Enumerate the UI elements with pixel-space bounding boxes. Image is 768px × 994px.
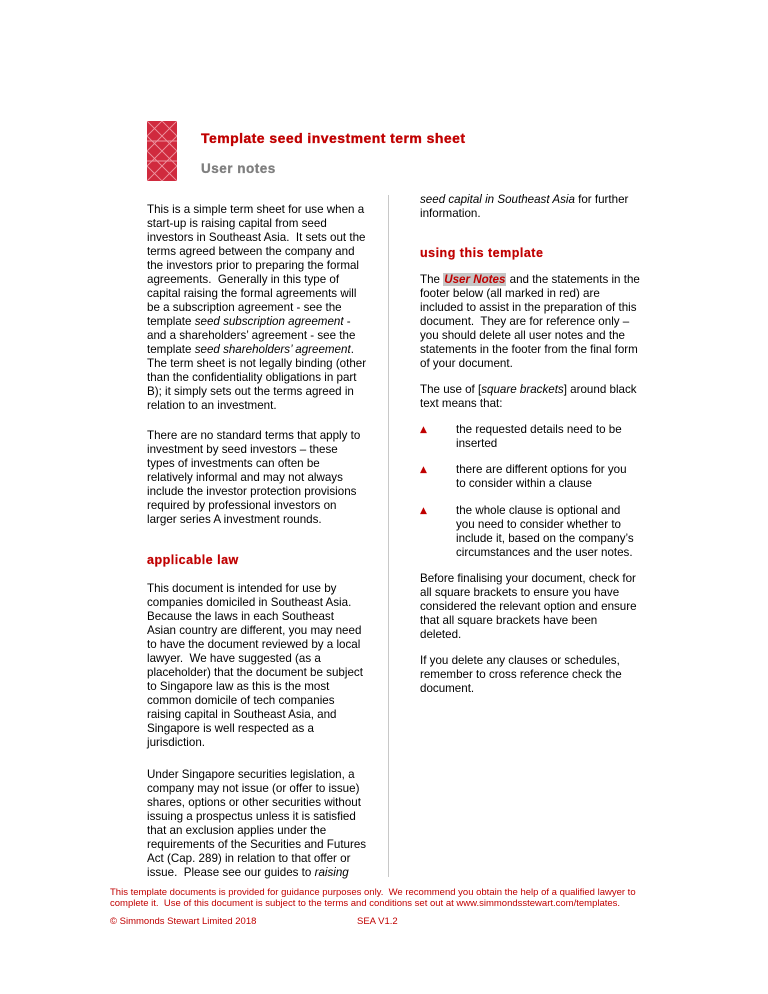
text-line: to consider within a clause bbox=[456, 477, 592, 490]
intro-paragraph bbox=[147, 203, 366, 413]
text-line: Singapore is well respected as a bbox=[147, 722, 314, 735]
text-segment: template bbox=[147, 343, 195, 356]
text-line: document. They are for reference only – bbox=[420, 315, 630, 328]
text-segment: . bbox=[350, 343, 354, 356]
text-line: circumstances and the user notes. bbox=[456, 546, 633, 559]
bullet-text bbox=[456, 463, 627, 491]
text-line: include the investor protection provisions bbox=[147, 485, 357, 498]
text-line: that all square brackets have been bbox=[420, 614, 598, 627]
text-line: be a subscription agreement - see the bbox=[147, 301, 342, 314]
brand-logo bbox=[147, 121, 177, 181]
text-line: Act (Cap. 289) in relation to that offer or bbox=[147, 852, 351, 865]
text-line: This is a simple term sheet for use when a bbox=[147, 203, 365, 216]
text-line: agreements. Generally in this type of bbox=[147, 273, 340, 286]
text-segment: The use of [ bbox=[420, 383, 482, 396]
text-line: companies domiciled in Southeast Asia. bbox=[147, 596, 352, 609]
text-segment: ] around black bbox=[563, 383, 637, 396]
user-notes-paragraph bbox=[420, 273, 640, 371]
triangle-bullet-icon: ▲ bbox=[420, 425, 427, 435]
text-line: considered the relevant option and ensure bbox=[420, 600, 637, 613]
text-line bbox=[147, 315, 366, 329]
text-line: and a shareholders’ agreement - see the bbox=[147, 329, 356, 342]
text-line: all square brackets to ensure you have bbox=[420, 586, 620, 599]
text-line bbox=[147, 343, 366, 357]
text-line: types of investments can often be bbox=[147, 457, 320, 470]
text-line: There are no standard terms that apply to bbox=[147, 429, 361, 442]
text-line: If you delete any clauses or schedules, bbox=[420, 654, 620, 667]
text-line: the whole clause is optional and bbox=[456, 504, 621, 517]
text-line: you need to consider whether to bbox=[456, 518, 621, 531]
text-line: include it, based on the company’s bbox=[456, 532, 634, 545]
deleting-paragraph bbox=[420, 654, 622, 696]
text-line: capital raising the formal agreements will bbox=[147, 287, 357, 300]
text-line: Under Singapore securities legislation, a bbox=[147, 768, 355, 781]
text-line: information. bbox=[420, 207, 481, 220]
applicable-law-heading: applicable law bbox=[147, 553, 239, 567]
text-line: inserted bbox=[456, 437, 498, 450]
text-line bbox=[420, 273, 640, 287]
text-line: the requested details need to be bbox=[456, 423, 622, 436]
text-line: common domicile of tech companies bbox=[147, 694, 335, 707]
text-line: included to assist in the preparation of this bbox=[420, 301, 637, 314]
text-line: jurisdiction. bbox=[147, 736, 205, 749]
text-line: shares, options or other securities without bbox=[147, 796, 361, 809]
text-line bbox=[147, 866, 366, 880]
document-title: Template seed investment term sheet bbox=[201, 130, 466, 146]
text-line bbox=[420, 193, 628, 207]
text-line: relation to an investment. bbox=[147, 399, 277, 412]
text-line: larger series A investment rounds. bbox=[147, 513, 322, 526]
text-line: lawyer. We have suggested (as a bbox=[147, 652, 321, 665]
securities-paragraph bbox=[147, 768, 366, 880]
footer-disclaimer bbox=[110, 887, 636, 909]
text-line: to have the document reviewed by a local bbox=[147, 638, 361, 651]
text-segment: issue. Please see our guides to bbox=[147, 866, 315, 879]
triangle-bullet-icon: ▲ bbox=[420, 506, 427, 516]
text-line: raising capital in Southeast Asia, and bbox=[147, 708, 337, 721]
text-line: Before finalising your document, check for bbox=[420, 572, 636, 585]
italic-reference: seed shareholders’ agreement bbox=[194, 343, 351, 356]
text-line: Asian country are different, you may need bbox=[147, 624, 362, 637]
footer-copyright: © Simmonds Stewart Limited 2018 bbox=[110, 916, 257, 927]
text-line: required by professional investors on bbox=[147, 499, 337, 512]
text-line: complete it. Use of this document is subject to the terms and conditions set out at www.simmondsstewart.com/templates. bbox=[110, 898, 621, 909]
text-line: than the confidentiality obligations in part bbox=[147, 371, 357, 384]
text-line: the investors prior to preparing the formal bbox=[147, 259, 360, 272]
text-line: The term sheet is not legally binding (other bbox=[147, 357, 367, 370]
square-brackets-paragraph bbox=[420, 383, 637, 411]
text-line bbox=[420, 383, 637, 397]
footer-version: SEA V1.2 bbox=[357, 916, 398, 927]
text-line: This document is intended for use by bbox=[147, 582, 337, 595]
italic-reference: seed capital in Southeast Asia bbox=[420, 193, 575, 206]
text-line: remember to cross reference check the bbox=[420, 668, 622, 681]
italic-reference: seed subscription agreement bbox=[194, 315, 344, 328]
text-line: that an exclusion applies under the bbox=[147, 824, 327, 837]
text-segment: The bbox=[420, 273, 444, 286]
text-line: of your document. bbox=[420, 357, 513, 370]
document-subtitle: User notes bbox=[201, 161, 276, 176]
bullet-text bbox=[456, 423, 622, 451]
text-line: requirements of the Securities and Futures bbox=[147, 838, 367, 851]
seed-investor-paragraph bbox=[147, 429, 360, 527]
text-line: footer below (all marked in red) are bbox=[420, 287, 600, 300]
text-line: text means that: bbox=[420, 397, 503, 410]
guides-paragraph-continued bbox=[420, 193, 628, 221]
text-segment: - bbox=[343, 315, 351, 328]
text-line: document. bbox=[420, 682, 475, 695]
italic-reference: square brackets bbox=[481, 383, 564, 396]
using-template-heading: using this template bbox=[420, 246, 544, 260]
text-line: there are different options for you bbox=[456, 463, 627, 476]
text-line: investors in Southeast Asia. It sets out the bbox=[147, 231, 366, 244]
highlighted-term: User Notes bbox=[444, 273, 506, 286]
triangle-bullet-icon: ▲ bbox=[420, 465, 427, 475]
text-line: statements in the footer from the final form bbox=[420, 343, 638, 356]
text-line: investment by seed investors – these bbox=[147, 443, 338, 456]
lattice-logo-icon bbox=[147, 121, 177, 181]
bullet-text bbox=[456, 504, 634, 560]
text-line: start-up is raising capital from seed bbox=[147, 217, 327, 230]
text-segment: and the statements in the bbox=[506, 273, 640, 286]
text-line: to Singapore law as this is the most bbox=[147, 680, 330, 693]
finalising-paragraph bbox=[420, 572, 637, 642]
text-line: B); it simply sets out the terms agreed in bbox=[147, 385, 354, 398]
text-line: Because the laws in each Southeast bbox=[147, 610, 334, 623]
text-line: relatively informal and may not always bbox=[147, 471, 343, 484]
applicable-law-paragraph bbox=[147, 582, 363, 750]
text-segment: for further bbox=[574, 193, 629, 206]
text-line: company may not issue (or offer to issue) bbox=[147, 782, 360, 795]
column-divider bbox=[388, 195, 389, 877]
italic-reference: raising bbox=[314, 866, 349, 879]
text-segment: template bbox=[147, 315, 195, 328]
text-line: you should delete all user notes and the bbox=[420, 329, 625, 342]
text-line: terms agreed between the company and bbox=[147, 245, 355, 258]
text-line: placeholder) that the document be subject bbox=[147, 666, 363, 679]
text-line: issuing a prospectus unless it is satisfied bbox=[147, 810, 356, 823]
text-line: This template documents is provided for guidance purposes only. We recommend you obtain the help of a qualified lawyer to bbox=[110, 887, 636, 898]
text-line: deleted. bbox=[420, 628, 462, 641]
